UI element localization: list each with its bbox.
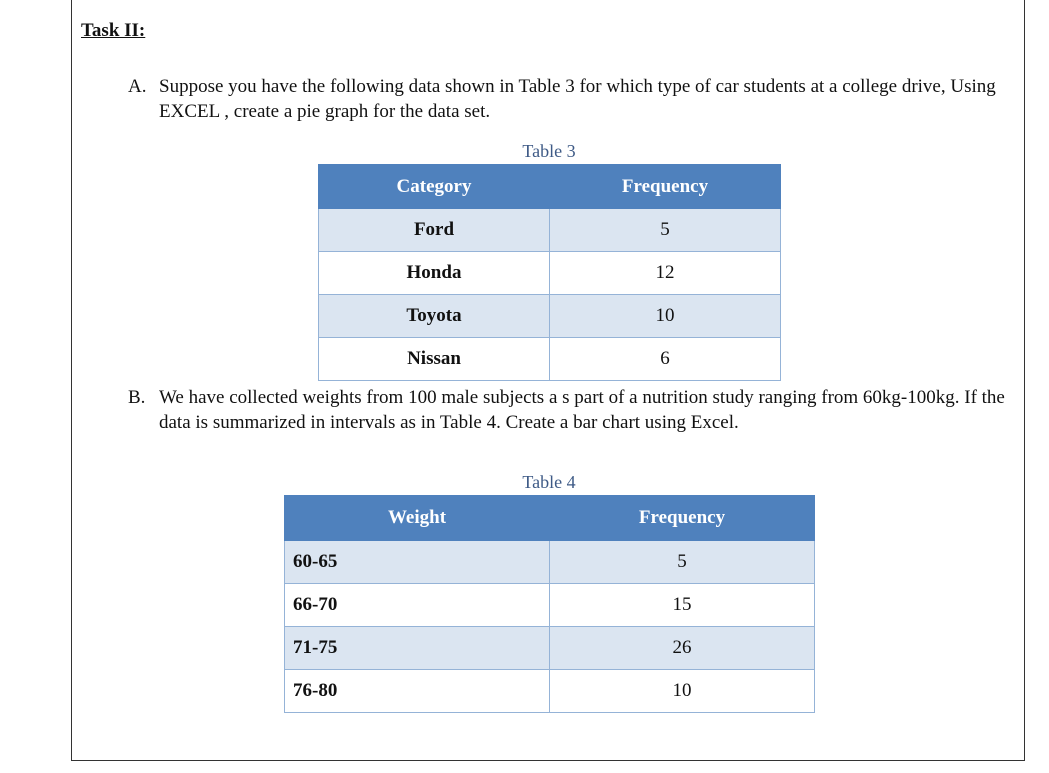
column-header-category: Category — [319, 165, 550, 209]
frequency-cell: 15 — [550, 584, 815, 627]
table-row — [285, 627, 815, 670]
table-row — [319, 209, 781, 252]
category-cell: Ford — [319, 209, 550, 252]
table-row — [319, 295, 781, 338]
table-row — [285, 584, 815, 627]
table-4-caption: Table 4 — [522, 472, 576, 492]
frequency-cell: 10 — [550, 670, 815, 713]
table-header-row — [285, 496, 815, 541]
list-marker-a: A. — [128, 76, 147, 97]
frequency-cell: 6 — [550, 338, 781, 381]
category-cell: Honda — [319, 252, 550, 295]
table-row — [319, 252, 781, 295]
table-row — [285, 670, 815, 713]
item-b-text: We have collected weights from 100 male subjects a s part of a nutrition study ranging from 60kg-100kg. If the data is summarized in intervals as in Table 4. Create a bar chart using Excel. — [159, 387, 1005, 433]
category-cell: Nissan — [319, 338, 550, 381]
frequency-cell: 26 — [550, 627, 815, 670]
table-4 — [284, 495, 815, 713]
frequency-cell: 10 — [550, 295, 781, 338]
table-3-caption: Table 3 — [522, 141, 576, 161]
column-header-weight: Weight — [285, 496, 550, 541]
frequency-cell: 5 — [550, 541, 815, 584]
column-header-frequency: Frequency — [550, 165, 781, 209]
frequency-cell: 5 — [550, 209, 781, 252]
task-heading: Task II: — [81, 20, 146, 41]
list-marker-b: B. — [128, 387, 146, 408]
weight-cell: 60-65 — [285, 541, 550, 584]
table-row — [285, 541, 815, 584]
table-row — [319, 338, 781, 381]
list-item-b — [128, 385, 1018, 465]
weight-cell: 76-80 — [285, 670, 550, 713]
category-cell: Toyota — [319, 295, 550, 338]
list-item-a — [128, 74, 1008, 126]
column-header-frequency: Frequency — [550, 496, 815, 541]
item-a-text: Suppose you have the following data shown in Table 3 for which type of car students at a college drive, Using EXCEL , create a pie graph for the data set. — [159, 76, 996, 122]
table-header-row — [319, 165, 781, 209]
table-3 — [318, 164, 781, 381]
frequency-cell: 12 — [550, 252, 781, 295]
weight-cell: 66-70 — [285, 584, 550, 627]
weight-cell: 71-75 — [285, 627, 550, 670]
